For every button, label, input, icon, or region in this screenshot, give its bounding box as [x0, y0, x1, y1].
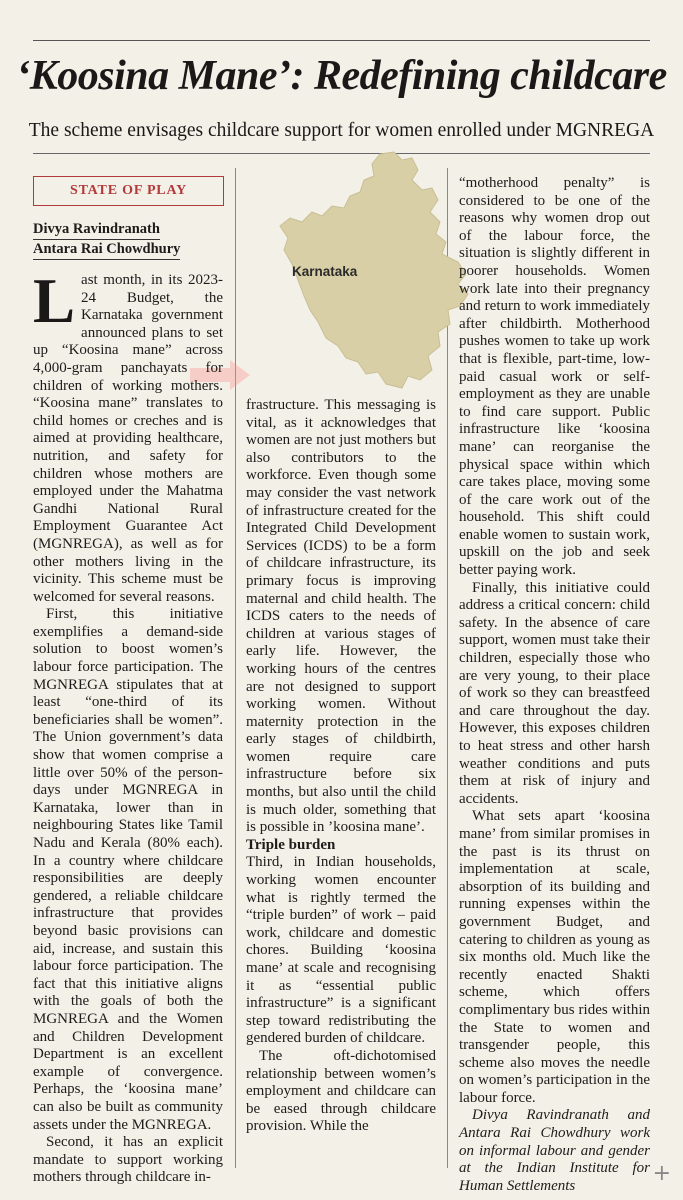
- column-rule-1: [235, 168, 236, 1168]
- dropcap: L: [33, 266, 76, 336]
- paragraph: First, this initiative exemplifies a demand-side solution to boost women’s labour force participation. The MGNREGA stipulates that at least “one-third of its beneficiaries shall be women”. The Union government’s data show that women comprise a little over 50% of the person-days under MGNREGA in Karnataka, lower than in neighbouring States like Tamil Nadu and Kerala (80% each). In a country where childcare responsibilities are deeply gendered, a reliable childcare infrastructure that provides beyond basic provisions can aid, increase, and sustain this labour force participation. The fact that this initiative aligns with the goals of both the MGNREGA and the Women and Children Development Department is an excellent example of convergence. Perhaps, the ‘koosina mane’ can also be built as community assets under the MGNREGA.: [33, 606, 223, 1133]
- subhead: Triple burden: [246, 836, 336, 853]
- paragraph: The oft-dichotomised relationship between women’s employment and childcare can be eased through childcare provision. While the: [246, 1047, 436, 1135]
- author-bio: Divya Ravindranath and Antara Rai Chowdhury work on informal labour and gender at the Indian Institute for Human Settlements: [459, 1107, 650, 1194]
- article-column-2: [246, 397, 436, 1167]
- article-column-3: [459, 175, 650, 1194]
- article-column-1: [33, 266, 223, 1186]
- paragraph-text: ast month, in its 2023-24 Budget, the Karnataka government announced plans to set up “Koosina mane” across 4,000-gram panchayats for children of working mothers. “Koosina mane” translates to child homes or creches and is aimed at providing healthcare, nutrition, and safety for children whose mothers are employed under the Mahatma Gandhi National Rural Employment Guarantee Act (MGNREGA), as well as for other mothers living in the vicinity. This scheme must be welcomed for several reasons.: [33, 272, 223, 605]
- paragraph: Second, it has an explicit mandate to support working mothers through childcare in-: [33, 1134, 223, 1186]
- map-label: Karnataka: [292, 264, 358, 279]
- deck-subtitle: The scheme envisages childcare support for women enrolled under MGNREGA: [28, 120, 655, 141]
- karnataka-map: [262, 150, 474, 390]
- paragraph: frastructure. This messaging is vital, as it acknowledges that women are not just mothers but also contributors to the workforce. Even though some may consider the vast network of infrastructure created for the Integrated Child Development Services (ICDS) to be a form of childcare infrastructure, its primary focus is improving maternal and child health. The ICDS caters to the needs of children at various stages of early life. However, the working hours of the centres are not designed to support working women. Without maternity protection in the early stages of childbirth, women require care infrastructure before six months, but also until the child is much older, something that is possible in ’koosina mane’.: [246, 397, 436, 836]
- paragraph: Finally, this initiative could address a critical concern: child safety. In the absence of care support, women must take their children, especially those who are very young, to their place of work so they can breastfeed and care throughout the day. However, this exposes children to heat stress and other harsh weather conditions and puts them at risk of injury and accidents.: [459, 579, 650, 807]
- paragraph: “motherhood penalty” is considered to be one of the reasons why women drop out of the labour force, the situation is slightly different in poorer households. Women work late into their pregnancy and return to work immediately after childbirth. Motherhood pushes women to take up work that is flexible, part-time, low-paid casual work or self-employment as they are unable to find care support. Public infrastructure like ‘koosina mane’ can reorganise the physical space within which care takes place, moving some of the care work out of the household. This shift could enable women to sustain work, upskill on the job and seek better paying work.: [459, 175, 650, 579]
- paragraph: [33, 266, 223, 606]
- paragraph: Third, in Indian households, working women encounter what is rightly termed the “triple burden” of work – paid work, childcare and domestic chores. Building ‘koosina mane’ at scale and recognising it as “essential public infrastructure” is a significant step toward redistributing the gendered burden of childcare.: [246, 854, 436, 1047]
- paragraph: What sets apart ‘koosina mane’ from similar promises in the past is its thrust on implementation at scale, absorption of its building and running expenses within the government Budget, and catering to children as young as six months old. Much like the recently enacted Shakti scheme, which offers complimentary bus rides within the State to women and transgender people, this scheme also moves the needle on women’s participation in the labour force.: [459, 808, 650, 1106]
- plus-icon: +: [652, 1161, 671, 1186]
- byline: [33, 220, 233, 260]
- headline: ‘Koosina Mane’: Redefining childcare: [16, 53, 667, 99]
- author-name: Divya Ravindranath: [33, 220, 160, 240]
- top-rule: [33, 40, 650, 41]
- author-name: Antara Rai Chowdhury: [33, 240, 180, 260]
- section-tag: STATE OF PLAY: [33, 176, 224, 206]
